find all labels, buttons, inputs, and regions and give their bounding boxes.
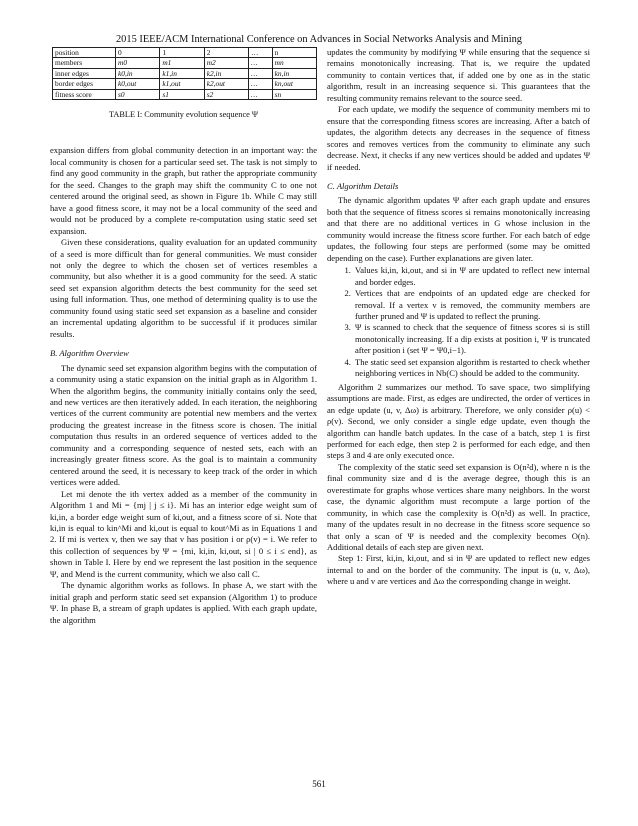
table-cell: 2 xyxy=(204,48,248,58)
table-cell: k2,in xyxy=(204,68,248,78)
table-row xyxy=(53,58,317,68)
list-item: 1. Values ki,in, ki,out, and si in Ψ are updated to reflect new internal and border edges. xyxy=(353,265,590,288)
paragraph: For each update, we modify the sequence of community members mi to ensure that the corresponding fitness scores are increasing. After a batch of updates, the algorithm detects any decreases in the sequence of fitness scores and removes vertices from the community to eliminate any such decrease. Next, it checks if any new vertices should be added and updates Ψ if needed. xyxy=(327,104,590,172)
left-column xyxy=(50,47,317,626)
paragraph: The dynamic algorithm works as follows. In phase A, we start with the initial graph and perform static seed set expansion (Algorithm 1) to produce Ψ. In phase B, a stream of graph updates is applied. With each graph update, the algorithm xyxy=(50,580,317,625)
table-cell: kn,in xyxy=(272,68,316,78)
table-row xyxy=(53,48,317,58)
table-cell: … xyxy=(249,79,273,89)
list-item: 2. Vertices that are endpoints of an updated edge are checked for removal. If a vertex v is removed, the community members are further pruned and Ψ is updated to reflect the pruning. xyxy=(353,288,590,322)
table-cell: s1 xyxy=(160,89,204,99)
paragraph: Given these considerations, quality evaluation for an updated community of a seed is more difficult than for general communities. We must consider not only the degree to which the chosen set of vertices resembles a community, but also whether it is a good community for the seed. A static seed set expansion algorithm detects the best community for the seed set using full information. Thus, one method of determining quality is to use the community found using static seed set expansion as a baseline and consider an incremental updating algorithm to be successful if it produces similar results. xyxy=(50,237,317,339)
paragraph: The complexity of the static seed set expansion is O(n²d), where n is the final community size and d is the average degree, though this is an overestimate for graphs whose vertices share many neighbors. In the worst case, the dynamic algorithm must recompute a large portion of the community, in which case the complexity is O(n²d) as well. In practice, many of the updates result in no decrease in the fitness score sequence so that only a scan of Ψ is needed and the complexity becomes O(n). Additional details of each step are given next. xyxy=(327,461,590,553)
table-cell: position xyxy=(53,48,116,58)
table-cell: k0,out xyxy=(116,79,160,89)
table-cell: m2 xyxy=(204,58,248,68)
table-cell: fitness score xyxy=(53,89,116,99)
list-item: 4. The static seed set expansion algorithm is restarted to check whether neighboring vertices in Nb(C) should be added to the community. xyxy=(353,357,590,380)
paragraph: Step 1: First, ki,in, ki,out, and si in Ψ are updated to reflect new edges internal to and on the border of the community. The input is (u, v, Δω), where u and v are vertices and Δω the corresponding change in weight. xyxy=(327,553,590,587)
table-cell: 1 xyxy=(160,48,204,58)
table-row xyxy=(53,79,317,89)
table-cell: n xyxy=(272,48,316,58)
table-caption: TABLE I: Community evolution sequence Ψ xyxy=(108,110,258,120)
table-cell: sn xyxy=(272,89,316,99)
paragraph: expansion differs from global community detection in an important way: the local community is chosen for a particular seed set. The task is not simply to find any good community in the graph, but rather the appropriate community for the seed. Changes to the graph may shift the community C to one not centered around the original seed, as shown in Figure 1b. While C may still have a good fitness score, it may not be a local community of the seed and would not be produced by a complete re-computation using static seed set expansion. xyxy=(50,145,317,236)
table-cell: … xyxy=(249,48,273,58)
table-row xyxy=(53,68,317,78)
table-cell: … xyxy=(249,58,273,68)
table-cell: … xyxy=(249,89,273,99)
paragraph: The dynamic seed set expansion algorithm begins with the computation of a community using a static expansion on the initial graph as in Algorithm 1. When the algorithm begins, the community initially contains only the seed, and new vertices are then iteratively added. In each iteration, the neighboring vertices of the current community are potential new members and the vertex producing the greatest increase in the fitness score is chosen. The initial computation thus results in an ordered sequence of vertices added to the community and a corresponding sequence of nested sets, each with an increasingly greater fitness score. As the goal is to maintain a community centered around the seed, it is necessary to keep track of the order in which vertices were added. xyxy=(50,362,317,488)
right-column xyxy=(327,47,590,588)
table-cell: m1 xyxy=(160,58,204,68)
conference-header: 2015 IEEE/ACM International Conference on Advances in Social Networks Analysis and Mining xyxy=(115,34,523,45)
algorithm-steps-list xyxy=(327,265,590,380)
paragraph: updates the community by modifying Ψ while ensuring that the sequence si remains monotonically increasing. That is, we require the updated community to contain vertices that, if added one by one as in the static algorithm, result in an increasing sequence si. This guarantees that the resulting community remains relevant to the source seed. xyxy=(327,47,590,103)
table-cell: m0 xyxy=(116,58,160,68)
paragraph: Let mi denote the ith vertex added as a member of the community in Algorithm 1 and Mi = {mj | j ≤ i}. Mi has an interior edge weight sum of ki,in, a border edge weight sum of ki,out, and a fitness score of si. Note that ki,in is equal to kin^Mi and ki,out is equal to kout^Mi as in Equations 1 and 2. If mi is vertex v, then we say that v has position i or ρ(v) = i. We refer to this collection of sequences by Ψ = {mi, ki,in, ki,out, si | 0 ≤ i ≤ end}, as shown in Table I. Here by end we represent the last position in the sequence Ψ, and Mend is the current community, which we also call C. xyxy=(50,488,317,579)
table-cell: k1,in xyxy=(160,68,204,78)
table-cell: mn xyxy=(272,58,316,68)
table-cell: s0 xyxy=(116,89,160,99)
page-number: 561 xyxy=(312,779,326,789)
community-evolution-table xyxy=(52,47,317,100)
table-cell: s2 xyxy=(204,89,248,99)
table-cell: … xyxy=(249,68,273,78)
paragraph: Algorithm 2 summarizes our method. To save space, two simplifying assumptions are made. First, as edges are undirected, the order of vertices in an edge update (u, v, Δω) is arbitrary. Therefore, we only consider ρ(u) < ρ(v). Second, we only consider a single edge update, even though the algorithm can handle batch updates. In the case of a batch, step 1 is first performed for each edge, then step 2 is performed for each edge, and then steps 3 and 4 are only executed once. xyxy=(327,381,590,461)
table-row xyxy=(53,89,317,99)
table-cell: border edges xyxy=(53,79,116,89)
table-cell: kn,out xyxy=(272,79,316,89)
table-cell: 0 xyxy=(116,48,160,58)
list-item: 3. Ψ is scanned to check that the sequence of fitness scores si is still monotonically increasing. If a dip exists at position i, Ψ is truncated after position i (set Ψ = Ψ0,i−1). xyxy=(353,322,590,356)
table-cell: k2,out xyxy=(204,79,248,89)
table-cell: members xyxy=(53,58,116,68)
section-heading: C. Algorithm Details xyxy=(327,180,399,191)
table-cell: k1,out xyxy=(160,79,204,89)
table-cell: inner edges xyxy=(53,68,116,78)
paragraph: The dynamic algorithm updates Ψ after each graph update and ensures both that the sequence of fitness scores si remains monotonically increasing and that there are no additional vertices in G whose inclusion in the community would increase the fitness score further. For each batch of edge updates, the following four steps are performed (some may be omitted depending on the case). Further explanations are given later. xyxy=(327,195,590,263)
section-heading: B. Algorithm Overview xyxy=(50,348,129,359)
table-cell: k0,in xyxy=(116,68,160,78)
